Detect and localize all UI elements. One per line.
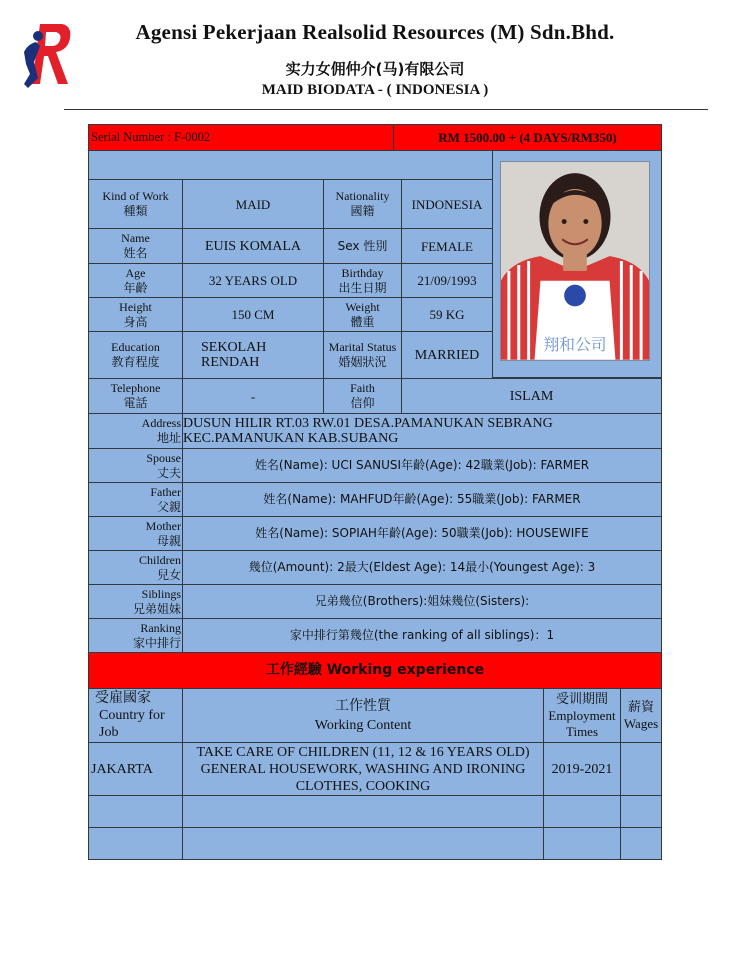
country-header bbox=[88, 688, 183, 743]
experience-row-2-content bbox=[182, 795, 544, 828]
kind-of-work-label-en: Kind of Work bbox=[102, 189, 169, 203]
height-value: 150 CM bbox=[182, 297, 324, 332]
faith-value: ISLAM bbox=[401, 378, 662, 414]
birthday-label bbox=[323, 263, 402, 298]
mother-label-en: Mother bbox=[145, 518, 181, 533]
experience-row-1-content-line2: GENERAL HOUSEWORK, WASHING AND IRONING bbox=[200, 761, 526, 777]
biodata-sheet bbox=[88, 124, 662, 860]
telephone-label-en: Telephone bbox=[110, 381, 161, 395]
spouse-label bbox=[88, 448, 183, 483]
children-eldest-age: 最大(Eldest Age): 14 bbox=[344, 560, 466, 574]
ranking-label bbox=[88, 618, 183, 653]
father-info bbox=[182, 482, 662, 517]
address-label-cn: 地址 bbox=[156, 431, 181, 445]
experience-row-2-times bbox=[543, 795, 621, 828]
content-header-cn: 工作性質 bbox=[335, 697, 391, 714]
experience-row-1-content-line1: TAKE CARE OF CHILDREN (11, 12 & 16 YEARS OLD) bbox=[196, 744, 530, 760]
company-name-cn: 实力女佣仲介(马)有限公司 bbox=[285, 60, 465, 78]
experience-row-2-wages bbox=[620, 795, 662, 828]
ranking-value: 家中排行第幾位(the ranking of all siblings)：1 bbox=[289, 628, 555, 642]
name-value: EUIS KOMALA bbox=[182, 228, 324, 264]
mother-label bbox=[88, 516, 183, 551]
birthday-value: 21/09/1993 bbox=[401, 263, 493, 298]
mother-age: 年齡(Age): 50 bbox=[376, 526, 457, 540]
birthday-label-en: Birthday bbox=[341, 265, 384, 280]
education-label bbox=[88, 331, 183, 379]
ranking-label-cn: 家中排行 bbox=[132, 635, 181, 650]
nationality-label bbox=[323, 179, 402, 229]
spouse-name: 姓名(Name): UCI SANUSI bbox=[254, 458, 402, 472]
marital-status-value: MARRIED bbox=[401, 331, 493, 379]
father-label-en: Father bbox=[150, 484, 181, 499]
siblings-label-en: Siblings bbox=[141, 586, 181, 601]
marital-status-label-en: Marital Status bbox=[328, 340, 397, 354]
father-label bbox=[88, 482, 183, 517]
faith-label bbox=[323, 378, 402, 414]
children-label-en: Children bbox=[139, 552, 181, 567]
spouse-info bbox=[182, 448, 662, 483]
height-label-cn: 身高 bbox=[123, 314, 148, 329]
experience-row-1-wages bbox=[620, 742, 662, 796]
experience-row-1-times: 2019-2021 bbox=[543, 742, 621, 796]
birthday-label-cn: 出生日期 bbox=[338, 280, 387, 295]
education-label-en: Education bbox=[111, 340, 160, 354]
height-label-en: Height bbox=[119, 299, 152, 314]
ranking-info bbox=[182, 618, 662, 653]
wages-header-en: Wages bbox=[623, 715, 659, 731]
name-label-cn: 姓名 bbox=[123, 246, 148, 260]
content-header bbox=[182, 688, 544, 743]
experience-row-1-country: JAKARTA bbox=[88, 742, 183, 796]
mother-job: 職業(Job): HOUSEWIFE bbox=[456, 526, 589, 540]
age-value: 32 YEARS OLD bbox=[182, 263, 324, 298]
father-name: 姓名(Name): MAHFUD bbox=[263, 492, 393, 506]
experience-row-3-country bbox=[88, 827, 183, 860]
children-info bbox=[182, 550, 662, 585]
content-header-en: Working Content bbox=[314, 717, 412, 733]
nationality-label-en: Nationality bbox=[335, 189, 390, 203]
sex-label: Sex 性別 bbox=[323, 228, 402, 264]
children-amount: 幾位(Amount): 2 bbox=[248, 560, 345, 574]
children-youngest-age: 最小(Youngest Age): 3 bbox=[465, 560, 596, 574]
marital-status-label bbox=[323, 331, 402, 379]
father-age: 年齡(Age): 55 bbox=[392, 492, 473, 506]
employment-times-header-en: Employment Times bbox=[548, 707, 616, 739]
father-job: 職業(Job): FARMER bbox=[472, 492, 581, 506]
age-label-cn: 年齡 bbox=[123, 280, 148, 295]
photo-watermark: 翔和公司 bbox=[543, 334, 607, 354]
price: RM 1500.00 + (4 DAYS/RM350) bbox=[393, 124, 662, 151]
weight-label bbox=[323, 297, 402, 332]
weight-label-cn: 體重 bbox=[350, 314, 375, 329]
serial-number: Serial Number : F-0002 bbox=[88, 124, 394, 151]
spouse-label-en: Spouse bbox=[146, 450, 181, 465]
country-header-cn: 受雇國家 bbox=[95, 690, 151, 706]
faith-label-cn: 信仰 bbox=[350, 396, 375, 410]
address-line1: DUSUN HILIR RT.03 RW.01 DESA.PAMANUKAN SEBRANG bbox=[183, 416, 553, 431]
siblings-sisters: 姐妹幾位(Sisters): bbox=[427, 594, 530, 608]
header-divider bbox=[64, 109, 708, 110]
spouse-label-cn: 丈夫 bbox=[156, 465, 181, 480]
weight-label-en: Weight bbox=[345, 299, 380, 314]
kind-of-work-label bbox=[88, 179, 183, 229]
working-experience-title: 工作經驗 Working experience bbox=[88, 652, 662, 689]
height-label bbox=[88, 297, 183, 332]
country-header-en: Country for Job bbox=[99, 708, 165, 740]
telephone-label bbox=[88, 378, 183, 414]
company-name: Agensi Pekerjaan Realsolid Resources (M) Sdn.Bhd. bbox=[135, 20, 615, 44]
telephone-label-cn: 電話 bbox=[123, 396, 148, 410]
employment-times-header bbox=[543, 688, 621, 743]
education-label-cn: 教育程度 bbox=[111, 355, 160, 369]
faith-label-en: Faith bbox=[350, 381, 375, 395]
address-line2: KEC.PAMANUKAN KAB.SUBANG bbox=[183, 431, 399, 446]
experience-row-1-content-line3: CLOTHES, COOKING bbox=[295, 778, 431, 794]
education-value-line1: SEKOLAH bbox=[201, 340, 267, 355]
father-label-cn: 父親 bbox=[156, 499, 181, 514]
employment-times-header-cn: 受训期間 bbox=[555, 691, 608, 707]
blank-row bbox=[88, 150, 493, 180]
experience-row-1-content bbox=[182, 742, 544, 796]
ranking-label-en: Ranking bbox=[140, 620, 181, 635]
age-label bbox=[88, 263, 183, 298]
document-title: MAID BIODATA - ( INDONESIA ) bbox=[261, 82, 489, 98]
marital-status-label-cn: 婚姻狀況 bbox=[338, 355, 387, 369]
experience-row-2-country bbox=[88, 795, 183, 828]
education-value-line2: RENDAH bbox=[201, 355, 260, 370]
wages-header-cn: 薪資 bbox=[627, 699, 654, 715]
address-label-en: Address bbox=[141, 416, 181, 430]
experience-row-3-wages bbox=[620, 827, 662, 860]
address-label bbox=[88, 413, 183, 449]
siblings-label bbox=[88, 584, 183, 619]
experience-row-3-content bbox=[182, 827, 544, 860]
nationality-label-cn: 國籍 bbox=[350, 204, 375, 218]
name-label bbox=[88, 228, 183, 264]
children-label-cn: 兒女 bbox=[156, 567, 181, 582]
age-label-en: Age bbox=[125, 265, 146, 280]
address-value bbox=[182, 413, 662, 449]
sex-value: FEMALE bbox=[401, 228, 493, 264]
siblings-info bbox=[182, 584, 662, 619]
kind-of-work-value: MAID bbox=[182, 179, 324, 229]
siblings-label-cn: 兄弟姐妹 bbox=[132, 601, 181, 616]
spouse-age: 年齡(Age): 42 bbox=[401, 458, 481, 472]
spouse-job: 職業(Job): FARMER bbox=[480, 458, 590, 472]
wages-header bbox=[620, 688, 662, 743]
maid-photo bbox=[500, 161, 650, 361]
name-label-en: Name bbox=[121, 231, 150, 245]
nationality-value: INDONESIA bbox=[401, 179, 493, 229]
kind-of-work-label-cn: 種類 bbox=[123, 204, 148, 218]
mother-name: 姓名(Name): SOPIAH bbox=[255, 526, 377, 540]
children-label bbox=[88, 550, 183, 585]
weight-value: 59 KG bbox=[401, 297, 493, 332]
mother-info bbox=[182, 516, 662, 551]
telephone-value: - bbox=[182, 378, 324, 414]
education-value bbox=[182, 331, 324, 379]
siblings-brothers: 兄弟幾位(Brothers): bbox=[314, 594, 428, 608]
mother-label-cn: 母親 bbox=[156, 533, 181, 548]
experience-row-3-times bbox=[543, 827, 621, 860]
